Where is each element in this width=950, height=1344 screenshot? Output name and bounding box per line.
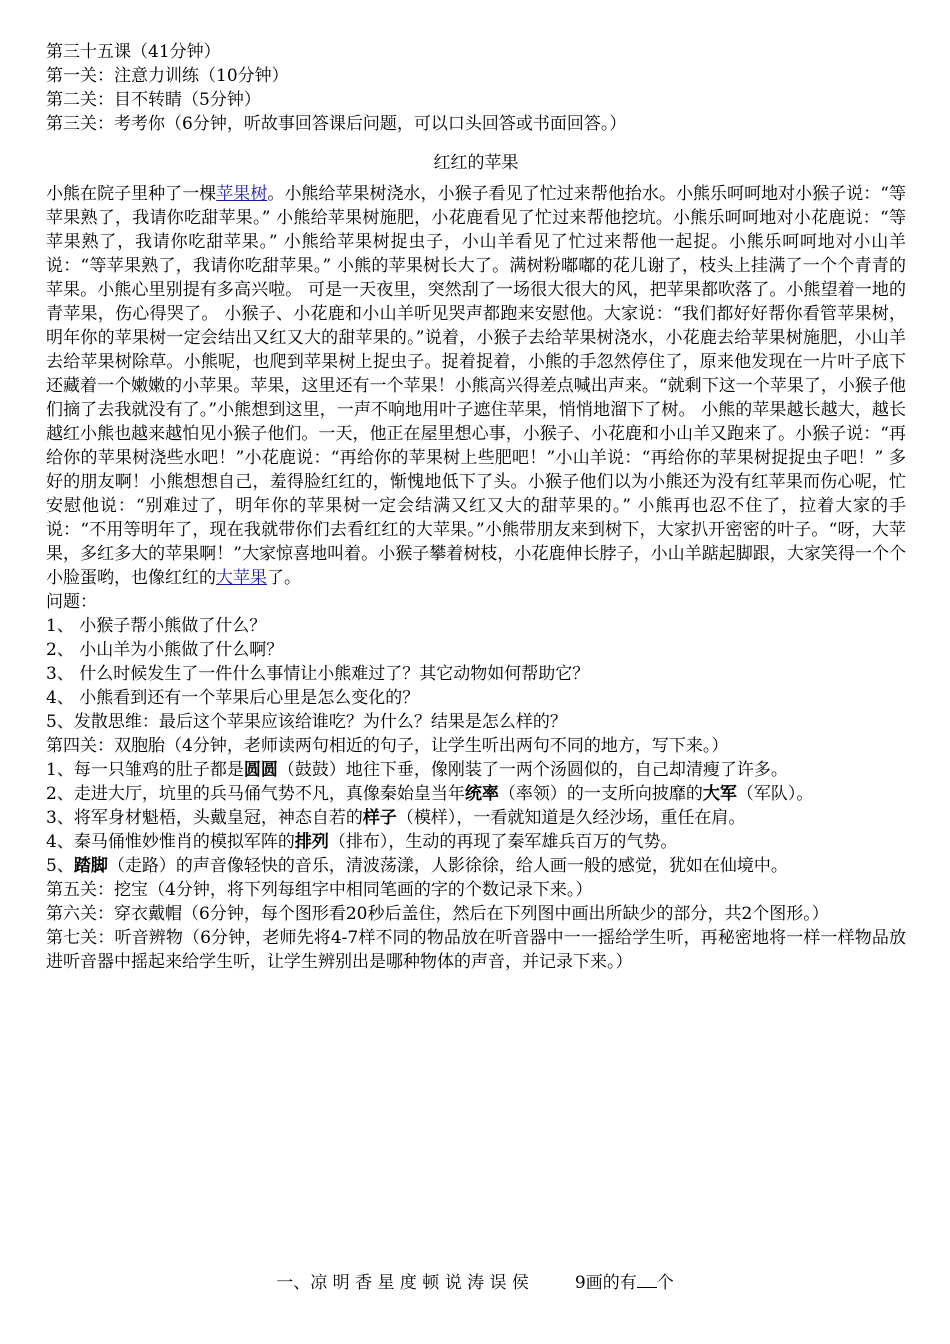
level-7: 第七关：听音辨物（6分钟，老师先将4-7样不同的物品放在听音器中一一摇给学生听，再秘密地将一样一样物品放进听音器中摇起来给学生听，让学生辨别出是哪种物体的声音，并记录下来。） [46,928,906,972]
question-item: 3、 什么时候发生了一件什么事情让小熊难过了？其它动物如何帮助它？ [46,664,590,684]
sentence-text: （鼓鼓）地往下垂，像刚装了一两个汤圆似的，自己却清瘦了许多。 [277,760,788,780]
twin-sentence-1 [46,758,906,782]
questions-label: 问题： [46,592,97,612]
story-title: 红红的苹果 [433,153,519,173]
answer-blank[interactable] [637,1287,657,1288]
sentence-text: （率领）的一支所向披靡的 [498,784,703,804]
sentence-text: （排布），生动的再现了秦军雄兵百万的气势。 [328,832,678,852]
bold-word: 踏脚 [73,856,108,876]
sentence-text: 5、 [46,856,74,876]
sentence-text: 4、秦马俑惟妙惟肖的模拟军阵的 [46,832,295,852]
question-item: 2、 小山羊为小熊做了什么啊？ [46,640,284,660]
level-2: 第二关：目不转睛（5分钟） [46,90,261,110]
sentence-text: （军队）。 [736,784,814,804]
level-4-title: 第四关：双胞胎（4分钟，老师读两句相近的句子，让学生听出两句不同的地方，写下来。） [46,736,729,756]
lesson-title: 第三十五课（41分钟） [46,42,221,62]
question-item: 1、 小猴子帮小熊做了什么？ [46,616,267,636]
level-6: 第六关：穿衣戴帽（6分钟，每个图形看20秒后盖住，然后在下列图中画出所缺少的部分，共2个图形。） [46,904,829,924]
sentence-text: 3、将军身材魁梧，头戴皇冠，神态自若的 [46,808,363,828]
big-apple-link[interactable]: 大苹果 [216,568,267,588]
bold-word: 大军 [702,784,737,804]
level-1: 第一关：注意力训练（10分钟） [46,66,289,86]
twin-sentence-3 [46,806,906,830]
character-row: 一、凉 明 香 星 度 顿 说 涛 误 侯 [276,1273,529,1293]
count-label: 9画的有 [574,1273,637,1293]
question-item: 4、 小熊看到还有一个苹果后心里是怎么变化的？ [46,688,420,708]
worksheet-page [46,40,906,974]
story-part: 了。 [267,568,301,588]
sentence-text: 2、走进大厅，坑里的兵马俑气势不凡，真像秦始皇当年 [46,784,465,804]
sentence-text: （走路）的声音像轻快的音乐，清波荡漾，人影徐徐，给人画一般的感觉，犹如在仙境中。 [107,856,788,876]
twin-sentence-4 [46,830,906,854]
level-5: 第五关：挖宝（4分钟，将下列每组字中相同笔画的字的个数记录下来。） [46,880,593,900]
count-unit: 个 [656,1273,674,1293]
level-3: 第三关：考考你（6分钟，听故事回答课后问题，可以口头回答或书面回答。） [46,114,627,134]
story-part: 小熊在院子里种了一棵 [46,184,217,204]
bold-word: 排列 [294,832,329,852]
twin-sentence-5 [46,854,906,878]
apple-tree-link[interactable]: 苹果树 [216,184,268,204]
story-text [46,182,906,590]
stroke-count-row [0,1268,950,1293]
story-part: 。小熊给苹果树浇水，小猴子看见了忙过来帮他抬水。小熊乐呵呵地对小猴子说：“等苹果熟了，我请你吃甜苹果。” 小熊给苹果树施肥，小花鹿看见了忙过来帮他挖坑。小熊乐呵呵地对小花鹿说：“等苹果熟了，我请你吃甜苹果。” 小熊给苹果树捉虫子，小山羊看见了忙过来帮他一起捉。小熊乐呵呵地对小山羊说：“等苹果熟了，我请你吃甜苹果。” 小熊的苹果树长大了。满树粉嘟嘟的花儿谢了，枝头上挂满了一个个青青的苹果。小熊心里别提有多高兴啦。 可是一天夜里，突然刮了一场很大很大的风，把苹果都吹落了。小熊望着一地的青苹果，伤心得哭了。 小猴子、小花鹿和小山羊听见哭声都跑来安慰他。大家说：“我们都好好帮你看管苹果树，明年你的苹果树一定会结出又红又大的甜苹果的。”说着，小猴子去给苹果树浇水，小花鹿去给苹果树施肥，小山羊去给苹果树除草。小熊呢，也爬到苹果树上捉虫子。捉着捉着，小熊的手忽然停住了，原来他发现在一片叶子底下还藏着一个嫩嫩的小苹果。苹果，这里还有一个苹果！小熊高兴得差点喊出声来。“就剩下这一个苹果了，小猴子他们摘了去我就没有了。”小熊想到这里，一声不响地用叶子遮住苹果，悄悄地溜下了树。 小熊的苹果越长越大，越长越红小熊也越来越怕见小猴子他们。一天，他正在屋里想心事，小猴子、小花鹿和小山羊又跑来了。小猴子说：“再给你的苹果树浇些水吧！”小花鹿说：“再给你的苹果树上些肥吧！”小山羊说：“再给你的苹果树捉捉虫子吧！” 多好的朋友啊！小熊想想自己，羞得脸红红的，惭愧地低下了头。小猴子他们以为小熊还为没有红苹果而伤心呢，忙安慰他说：“别难过了，明年你的苹果树一定会结满又红又大的甜苹果的。” 小熊再也忍不住了，拉着大家的手说：“不用等明年了，现在我就带你们去看红红的大苹果。”小熊带朋友来到树下，大家扒开密密的叶子。“呀，大苹果，多红多大的苹果啊！”大家惊喜地叫着。小猴子攀着树枝，小花鹿伸长脖子，小山羊踮起脚跟，大家笑得一个个小脸蛋哟，也像红红的 [46,184,906,588]
bold-word: 统率 [464,784,499,804]
sentence-text: 1、每一只雏鸡的肚子都是 [46,760,244,780]
bold-word: 样子 [362,808,397,828]
sentence-text: （模样），一看就知道是久经沙场，重任在肩。 [396,808,746,828]
twin-sentence-2 [46,782,906,806]
bold-word: 圆圆 [243,760,278,780]
question-item: 5、发散思维：最后这个苹果应该给谁吃？为什么？结果是怎么样的？ [46,712,567,732]
